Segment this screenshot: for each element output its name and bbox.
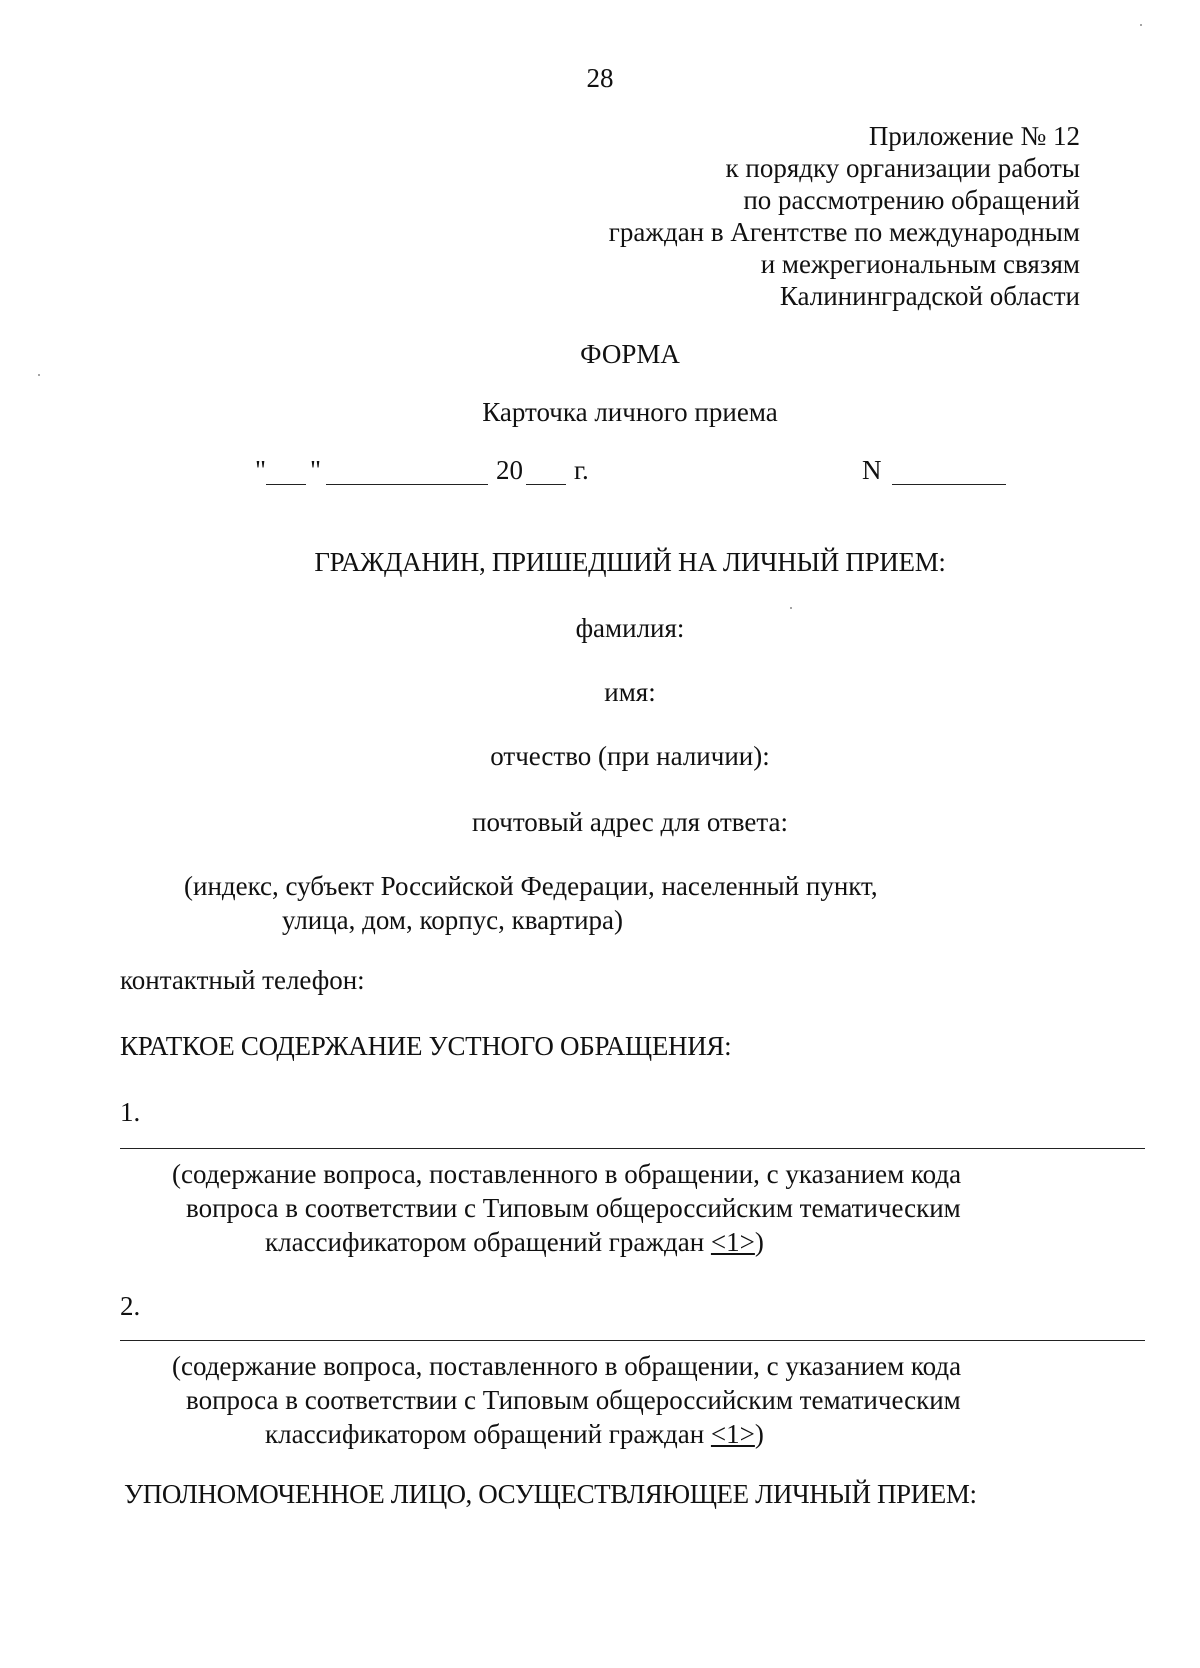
form-label: ФОРМА (580, 339, 680, 369)
appendix-line: к порядку организации работы (725, 153, 1080, 183)
appendix-block (609, 120, 1080, 312)
item-hint: вопроса в соответствии с Типовым общероссийским тематическим (186, 1385, 961, 1415)
item-number: 1. (120, 1097, 141, 1127)
number-blank[interactable] (892, 484, 1006, 485)
month-blank[interactable] (326, 484, 488, 485)
address-hint: улица, дом, корпус, квартира) (282, 905, 624, 935)
date-number-line (0, 454, 1200, 494)
card-title: Карточка личного приема (482, 397, 778, 427)
scan-speck (38, 374, 40, 376)
footnote-link[interactable]: <1> (710, 1227, 755, 1257)
appendix-line: Калининградской области (779, 281, 1080, 311)
address-hint: (индекс, субъект Российской Федерации, населенный пункт, (184, 871, 878, 901)
item-hint-last (265, 1226, 764, 1258)
footnote-link[interactable]: <1> (710, 1419, 755, 1449)
quote-open: " (255, 455, 267, 485)
item-hint-close: ) (754, 1227, 764, 1257)
item-2-answer-line[interactable] (120, 1340, 1145, 1341)
item-hint-text: классификатором обращений граждан (265, 1227, 711, 1257)
number-label: N (862, 455, 882, 485)
appendix-line: Приложение № 12 (868, 121, 1080, 151)
appendix-line: по рассмотрению обращений (743, 185, 1080, 215)
scan-speck (1140, 24, 1142, 26)
surname-field: фамилия: (575, 613, 685, 643)
name-field: имя: (604, 677, 656, 707)
item-hint-text: классификатором обращений граждан (265, 1419, 711, 1449)
item-number: 2. (120, 1291, 141, 1321)
scan-speck (790, 607, 792, 609)
page-number: 28 (586, 63, 614, 93)
quote-close: " (310, 455, 322, 485)
item-hint: (содержание вопроса, поставленного в обращении, с указанием кода (172, 1351, 962, 1381)
day-blank[interactable] (266, 484, 306, 485)
appendix-line: граждан в Агентстве по международным (608, 217, 1080, 247)
patronymic-field: отчество (при наличии): (490, 741, 770, 771)
year-prefix: 20 (496, 455, 523, 485)
address-field: почтовый адрес для ответа: (472, 807, 788, 837)
phone-field: контактный телефон: (120, 965, 365, 995)
item-hint: (содержание вопроса, поставленного в обращении, с указанием кода (172, 1159, 962, 1189)
item-hint-close: ) (754, 1419, 764, 1449)
item-hint-last (265, 1418, 764, 1450)
item-1-answer-line[interactable] (120, 1148, 1145, 1149)
year-suffix: г. (574, 455, 589, 485)
year-blank[interactable] (526, 484, 566, 485)
citizen-heading: ГРАЖДАНИН, ПРИШЕДШИЙ НА ЛИЧНЫЙ ПРИЕМ: (314, 547, 946, 577)
item-hint: вопроса в соответствии с Типовым общероссийским тематическим (186, 1193, 961, 1223)
official-heading: УПОЛНОМОЧЕННОЕ ЛИЦО, ОСУЩЕСТВЛЯЮЩЕЕ ЛИЧНЫЙ ПРИЕМ: (124, 1479, 977, 1509)
summary-heading: КРАТКОЕ СОДЕРЖАНИЕ УСТНОГО ОБРАЩЕНИЯ: (120, 1031, 732, 1061)
appendix-line: и межрегиональным связям (760, 249, 1080, 279)
